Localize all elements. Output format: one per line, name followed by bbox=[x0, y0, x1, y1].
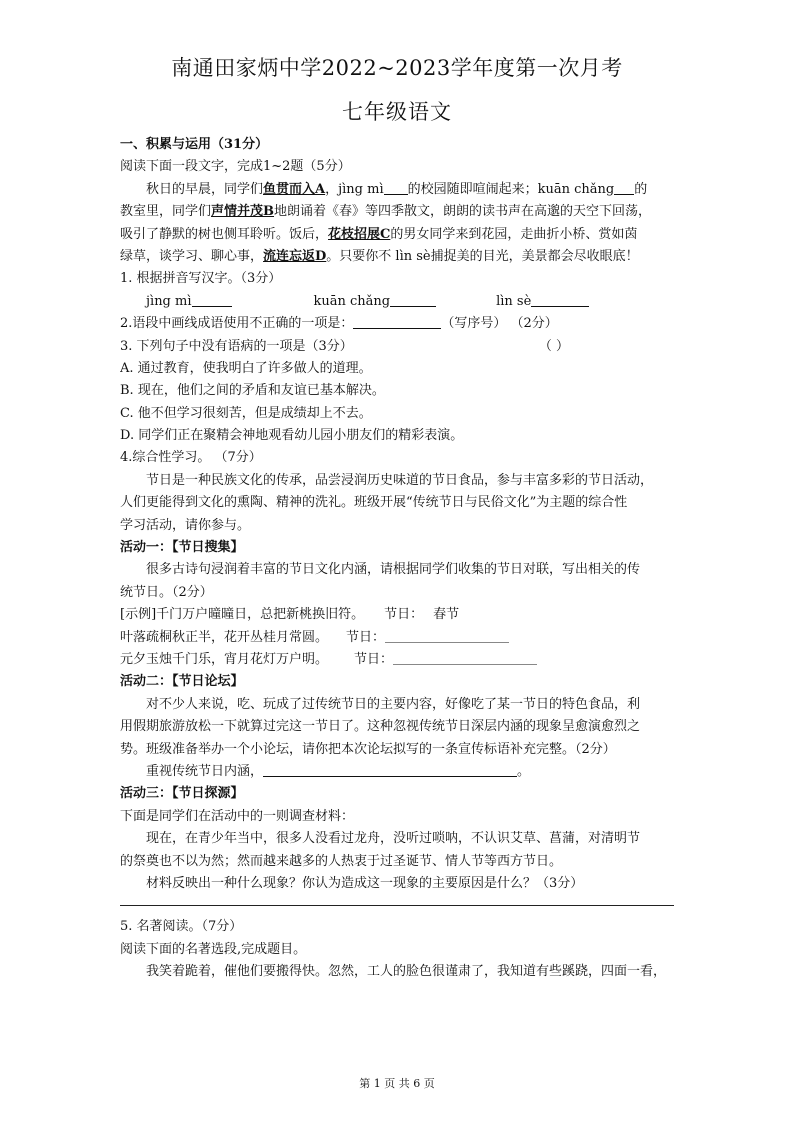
q4-intro-2: 人们更能得到文化的熏陶、精神的洗礼。班级开展“传统节日与民俗文化”为主题的综合性 bbox=[120, 495, 628, 511]
activity-1-text-2: 统节日。（2分） bbox=[120, 584, 213, 600]
festival-label: 节日： bbox=[346, 629, 386, 645]
activity-2-text-3: 势。班级准备举办一个小论坛，请你把本次论坛拟写的一条宣传标语补充完整。（2分） bbox=[120, 741, 616, 757]
idiom-d: 流连忘返D bbox=[263, 248, 327, 264]
q4-intro-3: 学习活动，请你参与。 bbox=[120, 517, 251, 533]
passage-line-4 bbox=[120, 246, 676, 268]
passage-text: 的 bbox=[634, 181, 648, 197]
section-heading: 一、积累与运用（31分） bbox=[120, 137, 269, 152]
example-text: [示例]千门万户曈曈日，总把新桃换旧符。 bbox=[120, 607, 365, 623]
answer-blank[interactable] bbox=[531, 292, 589, 307]
slogan-suffix: 。 bbox=[517, 763, 531, 779]
passage-text: 教室里，同学们 bbox=[120, 204, 212, 220]
q4-intro-1: 节日是一种民族文化的传承，品尝浸润历史味道的节日食品，参与丰富多彩的节日活动， bbox=[146, 472, 654, 488]
passage-text: 地朗诵着《春》等四季散文，朗朗的读书声在高邈的天空下回荡， bbox=[274, 204, 652, 220]
exam-content bbox=[120, 134, 676, 983]
answer-paren[interactable]: （ ） bbox=[538, 338, 569, 354]
answer-blank[interactable] bbox=[385, 628, 509, 643]
page-footer: 第 1 页 共 6 页 bbox=[359, 1077, 435, 1090]
activity-2-text-1: 对不少人来说，吃、玩成了过传统节日的主要内容，好像吃了某一节日的特色食品，利 bbox=[146, 696, 641, 712]
answer-blank[interactable] bbox=[192, 292, 232, 307]
idiom-b: 声情并茂B bbox=[211, 204, 275, 220]
couplet-text: 元夕玉烛千门乐，宵月花灯万户明。 bbox=[120, 651, 329, 667]
answer-blank[interactable] bbox=[393, 650, 537, 665]
example-line bbox=[120, 604, 676, 626]
activity-2-text-2: 用假期旅游放松一下就算过完这一节日了。这种忽视传统节日深层内涵的现象呈愈演愈烈之 bbox=[120, 719, 641, 735]
passage-text: 秋日的早晨，同学们 bbox=[146, 181, 264, 197]
question-text: 3. 下列句子中没有语病的一项是（3分） bbox=[120, 338, 353, 354]
answer-blank[interactable] bbox=[353, 314, 441, 329]
passage-text: 吸引了静默的树也侧耳聆听。饭后， bbox=[120, 226, 329, 242]
option-d: D. 同学们正在聚精会神地观看幼儿园小朋友们的精彩表演。 bbox=[120, 428, 464, 444]
q5-intro: 阅读下面的名著选段,完成题目。 bbox=[120, 941, 307, 957]
answer-blank[interactable] bbox=[614, 180, 634, 195]
question-4: 4.综合性学习。 （7分） bbox=[120, 450, 262, 466]
answer-line[interactable] bbox=[120, 905, 674, 906]
activity-3-heading: 活动三：【节日探源】 bbox=[120, 786, 244, 802]
question-3 bbox=[120, 336, 676, 358]
passage-text: ，jìng mì bbox=[325, 181, 384, 197]
passage-line-2 bbox=[120, 201, 676, 223]
question-1-blanks bbox=[120, 291, 676, 313]
idiom-a: 鱼贯而入A bbox=[263, 181, 326, 197]
passage-text: 。只要你不 lìn sè捕捉美的目光，美景都会尽收眼底！ bbox=[326, 248, 639, 264]
exam-subtitle: 七年级语文 bbox=[342, 100, 452, 124]
option-a: A. 通过教育，使我明白了许多做人的道理。 bbox=[120, 360, 372, 376]
slogan-line bbox=[120, 761, 676, 783]
survey-text-2: 的祭奠也不以为然；然而越来越多的人热衷于过圣诞节、情人节等西方节日。 bbox=[120, 853, 563, 869]
answer-blank[interactable] bbox=[390, 292, 436, 307]
question-2 bbox=[120, 313, 676, 335]
activity-3-question: 材料反映出一种什么现象？你认为造成这一现象的主要原因是什么？（3分） bbox=[146, 875, 584, 891]
pinyin-label: lìn sè bbox=[496, 293, 532, 309]
question-text: 2.语段中画线成语使用不正确的一项是： bbox=[120, 316, 354, 332]
question-1: 1. 根据拼音写汉字。（3分） bbox=[120, 271, 282, 287]
couplet-line-2 bbox=[120, 649, 676, 671]
passage-line-3 bbox=[120, 224, 676, 246]
passage-text: 的校园随即喧闹起来；kuān chǎng bbox=[407, 181, 615, 197]
idiom-c: 花枝招展C bbox=[328, 226, 391, 242]
example-answer: 春节 bbox=[433, 607, 460, 623]
passage-text: 绿草，谈学习、聊心事， bbox=[120, 248, 264, 264]
pinyin-label: jìng mì bbox=[146, 293, 192, 309]
question-text: （写序号） （2分） bbox=[441, 316, 558, 332]
answer-blank[interactable] bbox=[263, 762, 517, 777]
pinyin-label: kuān chǎng bbox=[313, 293, 391, 309]
passage-text: 的男女同学来到花园，走曲折小桥、赏如茵 bbox=[390, 226, 638, 242]
reading-instruction: 阅读下面一段文字，完成1~2题（5分） bbox=[120, 159, 351, 175]
festival-label: 节日： bbox=[354, 651, 394, 667]
q5-passage-1: 我笑着跪着，催他们要搬得快。忽然，工人的脸色很谨肃了，我知道有些蹊跷，四面一看， bbox=[146, 964, 667, 980]
activity-3-intro: 下面是同学们在活动中的一则调查材料： bbox=[120, 808, 355, 824]
slogan-prefix: 重视传统节日内涵， bbox=[146, 763, 264, 779]
question-5: 5. 名著阅读。（7分） bbox=[120, 919, 243, 935]
survey-text-1: 现在，在青少年当中，很多人没看过龙舟，没听过唢呐，不认识艾草、菖蒲，对清明节 bbox=[146, 831, 641, 847]
answer-blank[interactable] bbox=[384, 180, 408, 195]
passage-line-1 bbox=[120, 179, 676, 201]
option-c: C. 他不但学习很刻苦，但是成绩却上不去。 bbox=[120, 405, 372, 421]
activity-2-heading: 活动二：【节日论坛】 bbox=[120, 674, 244, 690]
activity-1-heading: 活动一：【节日搜集】 bbox=[120, 540, 244, 556]
couplet-text: 叶落疏桐秋正半，花开丛桂月常圆。 bbox=[120, 629, 329, 645]
couplet-line-1 bbox=[120, 627, 676, 649]
example-label: 节日： bbox=[384, 607, 424, 623]
activity-1-text-1: 很多古诗句浸润着丰富的节日文化内涵，请根据同学们收集的节日对联，写出相关的传 bbox=[146, 562, 641, 578]
exam-title: 南通田家炳中学2022~2023学年度第一次月考 bbox=[171, 56, 623, 80]
option-b: B. 现在，他们之间的矛盾和友谊已基本解决。 bbox=[120, 383, 385, 399]
